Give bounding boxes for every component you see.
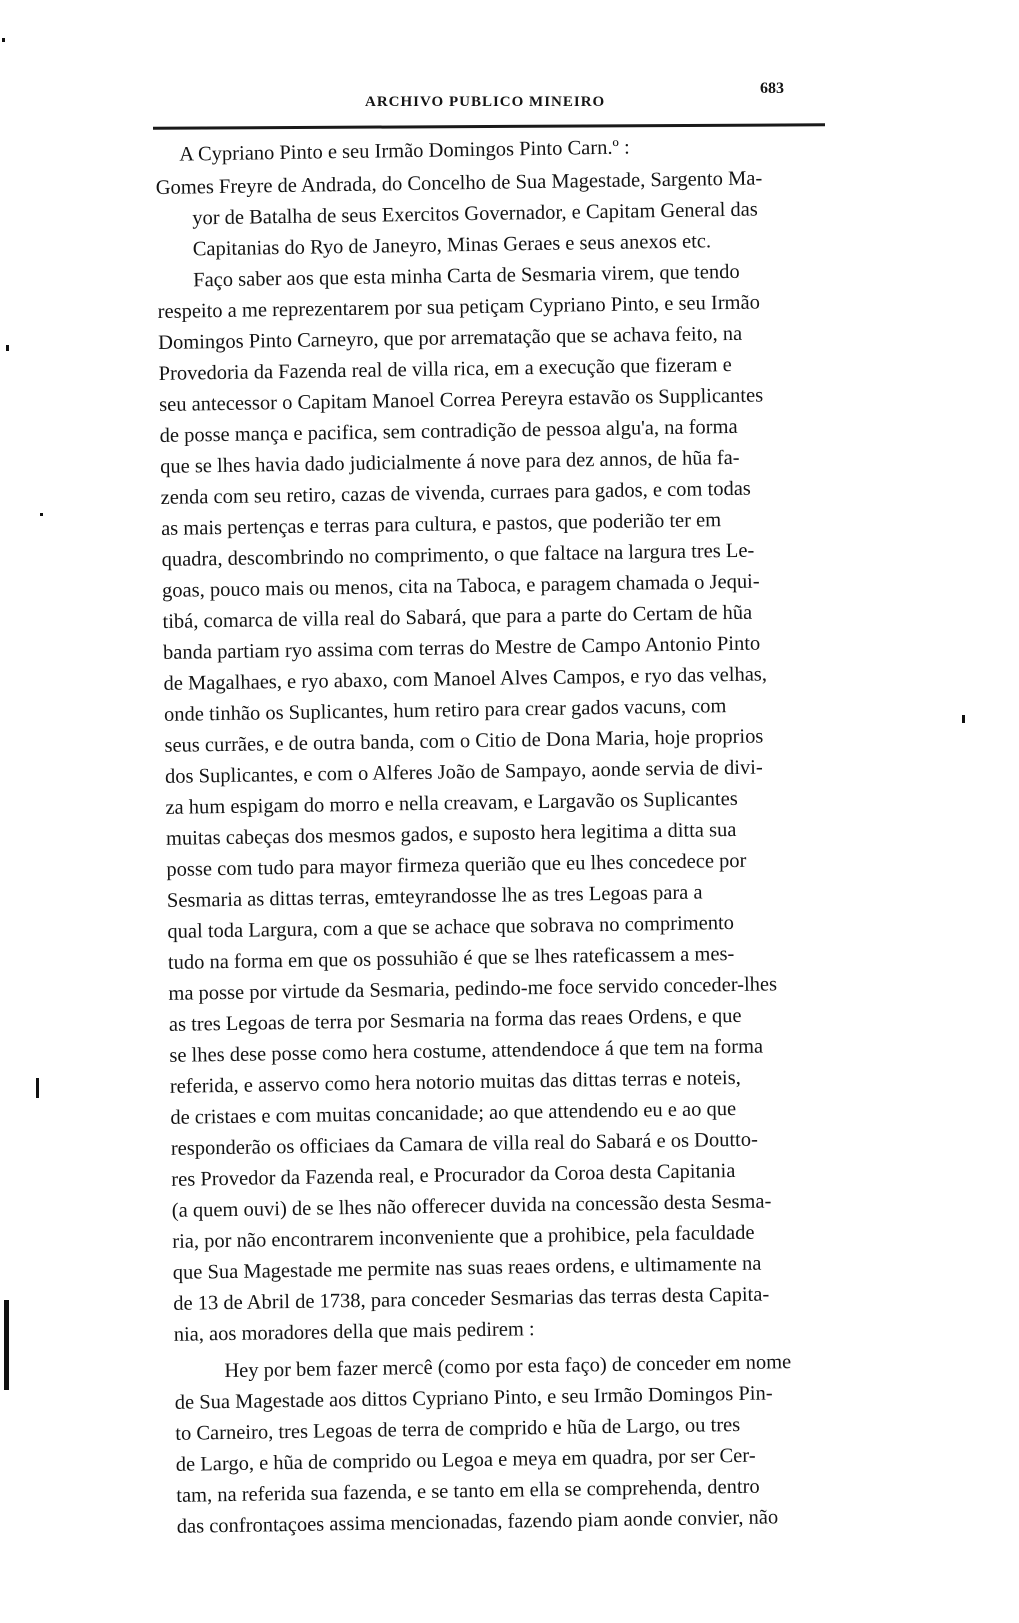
title-line: yor de Batalha de seus Exercitos Governador, e Capitam General das [192,198,758,230]
text-line: de cristaes e com muitas concanidade; ao que attendendo eu e ao que [170,1097,737,1129]
text-line: Faço saber aos que esta minha Carta de Sesmaria virem, que tendo [193,260,740,292]
text-line: tam, na referida sua fazenda, e se tanto em ella se comprehenda, dentro [176,1475,760,1507]
scan-edge-mark [6,345,9,351]
text-line: tibá, comarca de villa real do Sabará, que para a parte do Certam de hũa [162,601,753,633]
text-line: as tres Legoas de terra por Sesmaria na forma das reaes Ordens, e que [168,1004,742,1036]
running-header [150,80,830,120]
text-line: muitas cabeças dos mesmos gados, e suposto hera legitima a ditta sua [165,818,737,850]
header-rule [153,123,825,130]
text-line: de Sua Magestade aos dittos Cypriano Pinto, e seu Irmão Domingos Pin- [174,1382,773,1414]
text-line: referida, e asservo como hera notorio muitas das dittas terras e noteis, [169,1066,741,1098]
scan-edge-mark [40,513,43,516]
text-line: Provedoria da Fazenda real de villa rica, em a execução que fizeram e [158,353,732,385]
text-line: za hum espigam do morro e nella creavam, e Largavão os Suplicantes [165,787,738,819]
text-line: as mais pertenças e terras para cultura, e pastos, que poderião ter em [160,509,722,540]
text-line: res Provedor da Fazenda real, e Procurador da Coroa desta Capitania [171,1160,736,1191]
scan-edge-mark [2,38,5,42]
paragraph-grant [174,1346,857,1543]
scan-edge-mark [4,1300,9,1390]
document-body [155,129,857,1543]
text-line: ma posse por virtude da Sesmaria, pedindo-me foce servido conceder-lhes [168,973,778,1005]
text-line: que Sua Magestade me permite nas suas reaes ordens, e ultimamente na [172,1252,762,1284]
title-line: Gomes Freyre de Andrada, do Concelho de Sua Magestade, Sargento Ma- [155,167,763,199]
text-line: quadra, descombrindo no comprimento, o que faltace na largura tres Le- [161,539,755,571]
text-line: Domingos Pinto Carneyro, que por arrematação que se achava feito, na [158,322,743,354]
page-number: 683 [760,80,784,97]
text-line: de Largo, e hũa de comprido ou Legoa e meya em quadra, por ser Cer- [175,1444,756,1476]
text-line: seu antecessor o Capitam Manoel Correa Pereyra estavão os Supplicantes [158,384,764,416]
text-line: goas, pouco mais ou menos, cita na Taboca, e paragem chamada o Jequi- [161,570,760,602]
text-line: (a quem ouvi) de se lhes não offerecer duvida na concessão desta Sesma- [171,1190,772,1222]
text-line: nia, aos moradores della que mais pedirem : [173,1318,535,1346]
text-line: das confrontaçoes assima mencionadas, fazendo piam aonde convier, não [176,1506,779,1538]
text-line: tudo na forma em que os possuhião é que se lhes rateficassem a mes- [167,943,735,974]
addressee-line: A Cypriano Pinto e seu Irmão Domingos Pinto Carn.º : [179,136,630,166]
paragraph-petition [157,255,854,1351]
text-line: respeito a me reprezentarem por sua petiçam Cypriano Pinto, e seu Irmão [157,291,761,323]
title-line: Capitanias do Ryo de Janeyro, Minas Geraes e seus anexos etc. [192,230,712,261]
text-line: responderão os officiaes da Camara de villa real do Sabará e os Doutto- [170,1128,759,1160]
text-line: banda partiam ryo assima com terras do Mestre de Campo Antonio Pinto [162,632,761,664]
scan-edge-mark [36,1078,39,1098]
text-line: se lhes dese posse como hera costume, attendendoce á que tem na forma [169,1035,764,1067]
text-line: Hey por bem fazer mercê (como por esta faço) de conceder em nome [224,1351,792,1383]
text-line: to Carneiro, tres Legoas de terra de comprido e hũa de Largo, ou tres [175,1413,741,1445]
text-line: posse com tudo para mayor firmeza querião que eu lhes concedece por [166,849,747,881]
text-line: onde tinhão os Suplicantes, hum retiro para crear gados vacuns, com [163,695,727,726]
text-line: de 13 de Abril de 1738, para conceder Sesmarias das terras desta Capita- [173,1283,770,1315]
text-line: Sesmaria as dittas terras, emteyrandosse lhe as tres Legoas para a [166,881,703,912]
scan-edge-mark [962,715,965,723]
text-line: de Magalhaes, e ryo abaxo, com Manoel Alves Campos, e ryo das velhas, [163,663,768,695]
text-line: seus currães, e de outra banda, com o Citio de Dona Maria, hoje proprios [164,725,764,757]
text-line: de posse mança e pacifica, sem contradição de pessoa algu'a, na forma [159,415,738,447]
title-block [156,162,837,266]
text-line: zenda com seu retiro, cazas de vivenda, curraes para gados, e com todas [160,477,751,509]
text-line: qual toda Largura, com a que se achace que sobrava no comprimento [167,912,735,943]
text-line: dos Suplicantes, e com o Alferes João de Sampayo, aonde servia de divi- [164,756,763,788]
text-line: que se lhes havia dado judicialmente á nove para dez annos, de hũa fa- [159,446,740,478]
running-header-title: ARCHIVO PUBLICO MINEIRO [365,94,606,110]
text-line: ria, por não encontrarem inconveniente que a prohibice, pela faculdade [172,1221,755,1253]
